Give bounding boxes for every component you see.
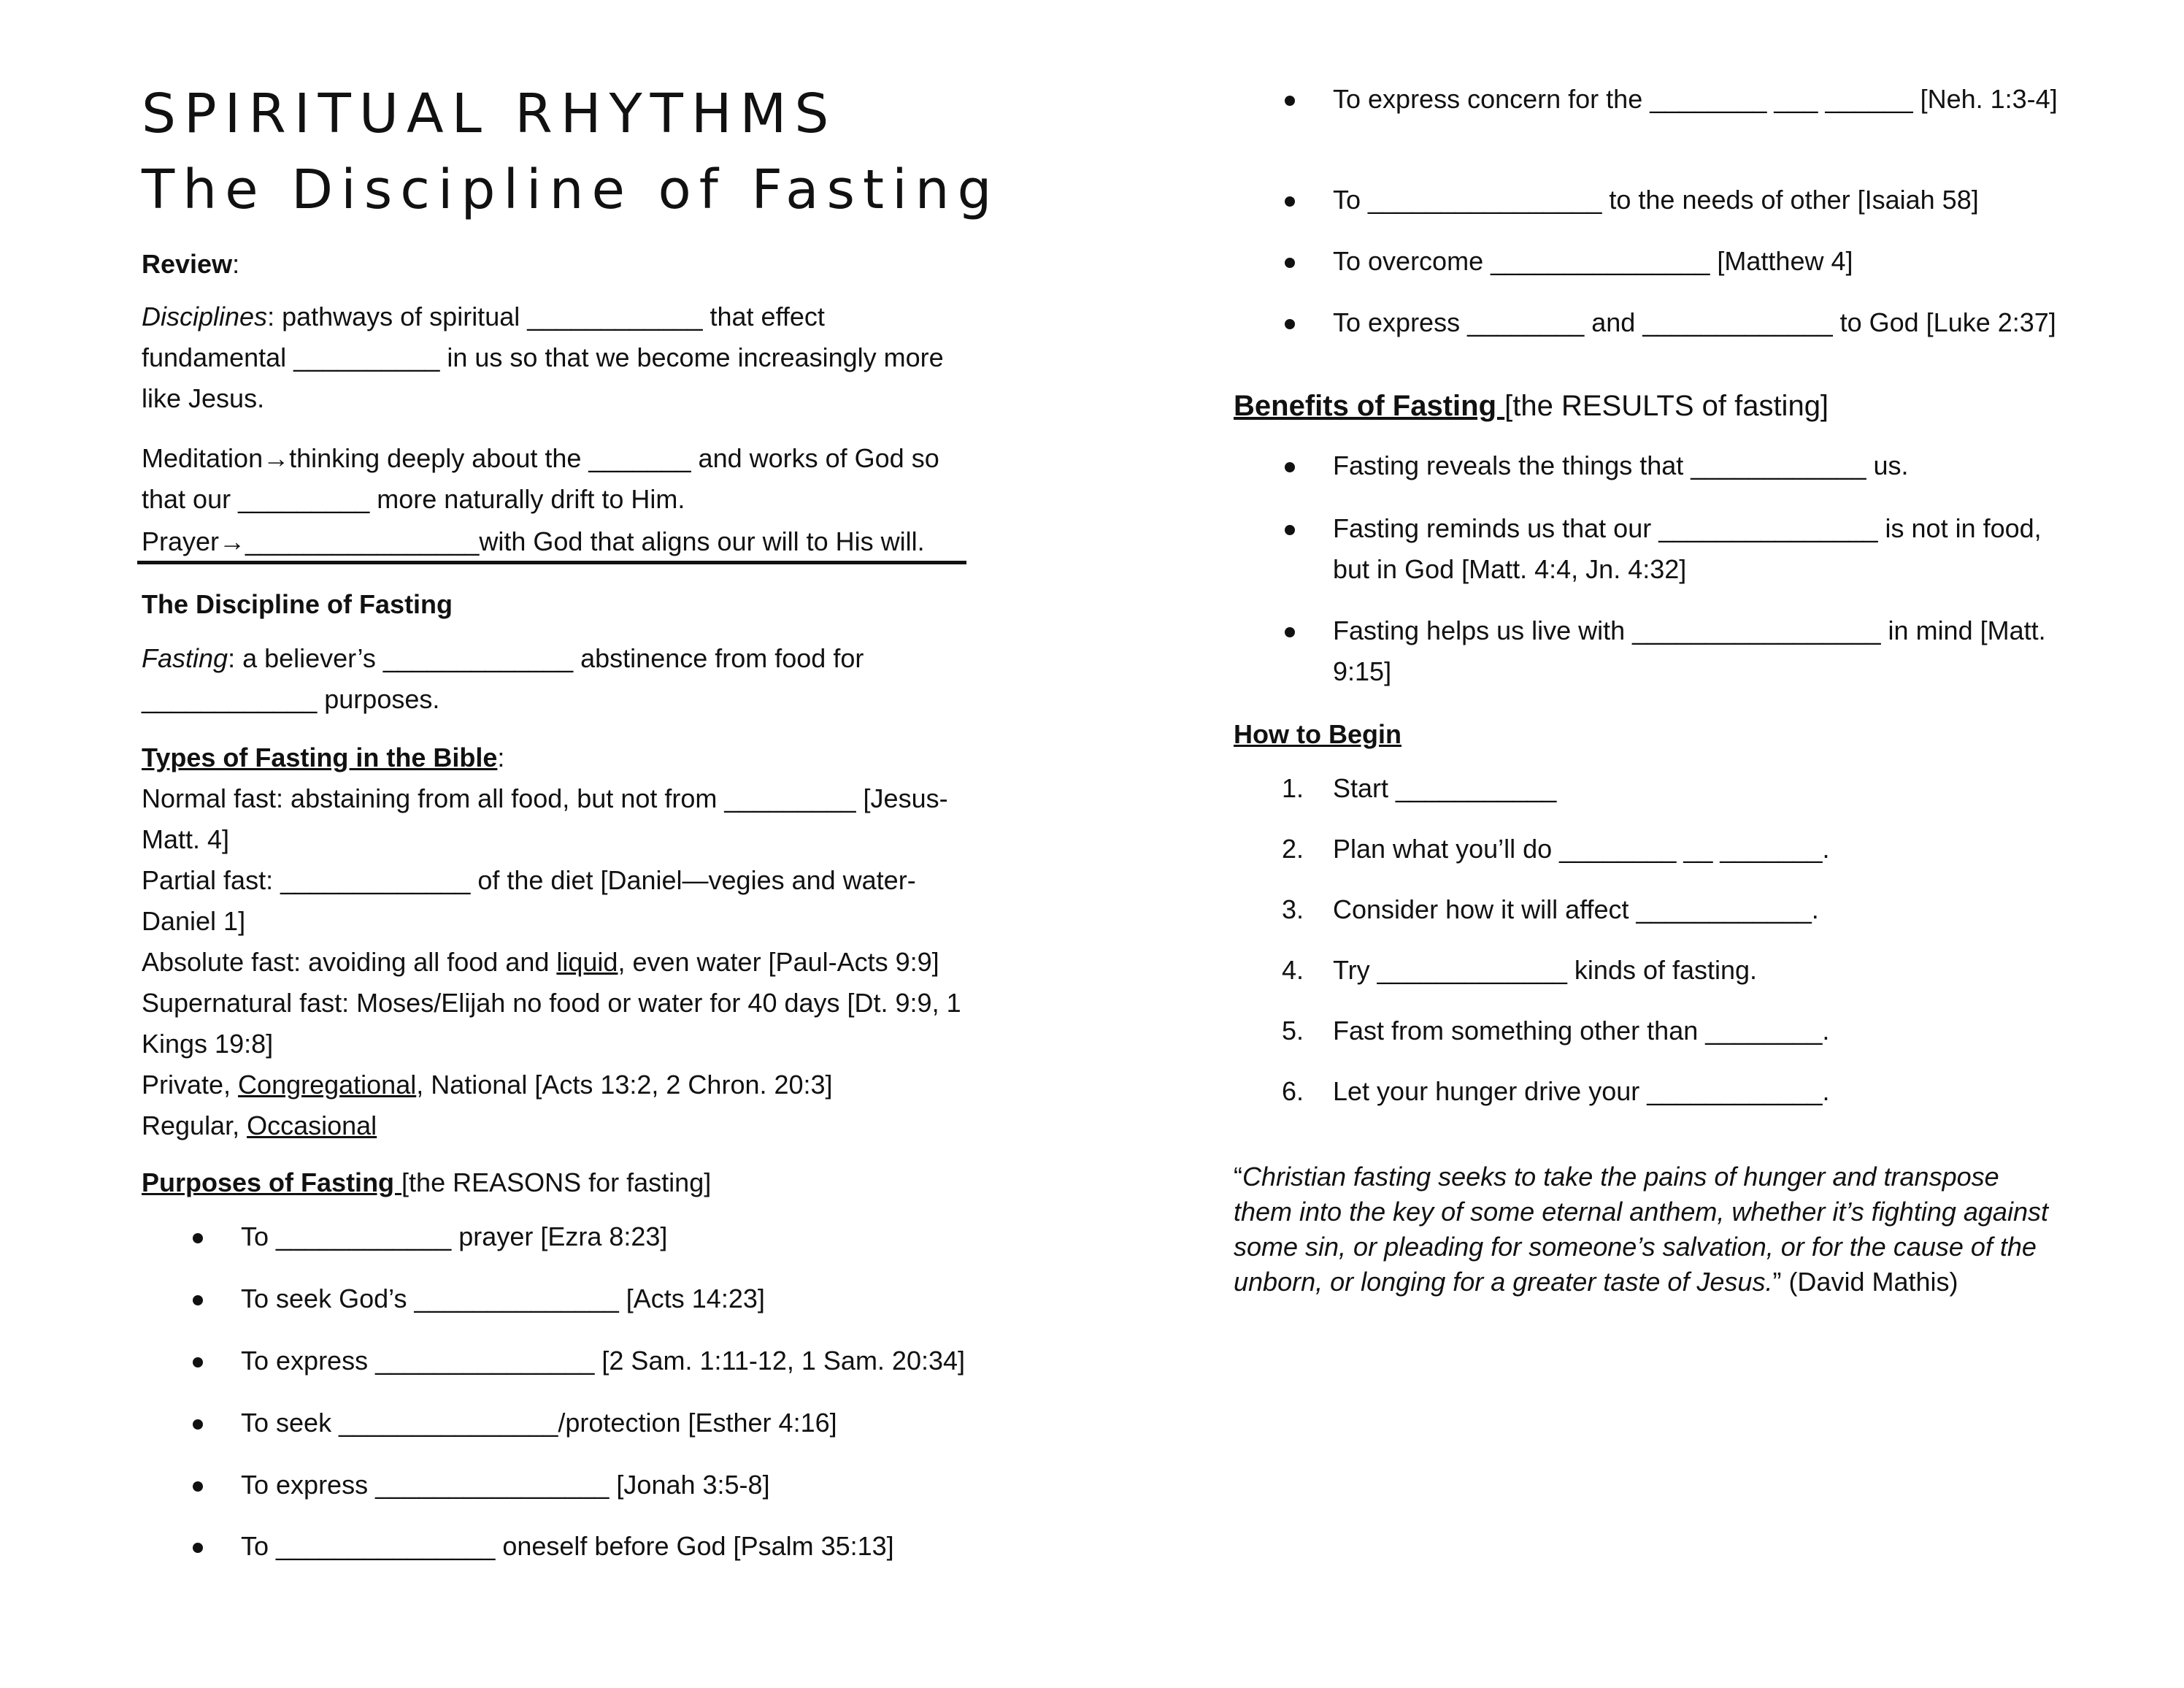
bullet-icon — [193, 1357, 203, 1367]
meditation-definition: Meditation→thinking deeply about the _______ and works of God so that our _________ more naturally drift to Him. — [142, 443, 939, 514]
disciplines-definition: Disciplines: pathways of spiritual ____________ that effect fundamental __________ in us so that we become increasingly more like Jesus. — [142, 302, 944, 413]
benefits-heading: Benefits of Fasting [the RESULTS of fasting] — [1234, 390, 1829, 422]
prayer-definition: Prayer→________________with God that aligns our will to His will. — [142, 526, 925, 556]
list-item: Fasting reminds us that our _______________ is not in food, but in God [Matt. 4:4, Jn. 4:32] — [1234, 508, 2058, 590]
bullet-icon — [1285, 462, 1295, 472]
review-heading: Review: — [142, 249, 240, 279]
list-item: To express _______________ [2 Sam. 1:11-12, 1 Sam. 20:34] — [142, 1340, 966, 1381]
list-item: To _______________ oneself before God [Psalm 35:13] — [142, 1526, 966, 1567]
bullet-icon — [1285, 96, 1295, 106]
steps-list — [1234, 768, 2058, 1132]
list-item: To ____________ prayer [Ezra 8:23] — [142, 1216, 966, 1257]
supernatural-fast: Supernatural fast: Moses/Elijah no food or water for 40 days [Dt. 9:9, 1 Kings 19:8] — [142, 988, 961, 1059]
bullet-icon — [193, 1419, 203, 1430]
list-item: 1. Start ___________ — [1282, 773, 1557, 803]
list-item: To overcome _______________ [Matthew 4] — [1234, 241, 2058, 282]
purposes-heading: Purposes of Fasting [the REASONS for fasting] — [142, 1167, 712, 1197]
fasting-definition: Fasting: a believer’s _____________ abstinence from food for ____________ purposes. — [142, 643, 864, 714]
list-item: To express ________________ [Jonah 3:5-8] — [142, 1465, 966, 1505]
list-item: To ________________ to the needs of other [Isaiah 58] — [1234, 180, 2058, 220]
types-heading: Types of Fasting in the Bible: — [142, 743, 505, 772]
private-fast: Private, Congregational, National [Acts 13:2, 2 Chron. 20:3] — [142, 1070, 833, 1100]
normal-fast: Normal fast: abstaining from all food, but not from _________ [Jesus-Matt. 4] — [142, 783, 948, 854]
list-item: Fasting reveals the things that ____________ us. — [1234, 445, 2058, 486]
fasting-heading: The Discipline of Fasting — [142, 589, 453, 619]
page-title-series: SPIRITUAL RHYTHMS — [142, 83, 837, 145]
bullet-icon — [193, 1481, 203, 1492]
bullet-icon — [1285, 258, 1295, 268]
bullet-icon — [1285, 196, 1295, 207]
bullet-icon — [193, 1295, 203, 1305]
section-divider — [137, 561, 966, 564]
list-item: 5. Fast from something other than ________. — [1282, 1016, 1830, 1046]
page-title: The Discipline of Fasting — [142, 158, 1000, 221]
bullet-icon — [193, 1543, 203, 1553]
list-item: To seek God’s ______________ [Acts 14:23] — [142, 1278, 966, 1319]
how-to-begin-heading: How to Begin — [1234, 719, 1401, 749]
list-item: 3. Consider how it will affect ____________. — [1282, 894, 1819, 924]
list-item: 2. Plan what you’ll do ________ __ _______. — [1282, 834, 1830, 864]
regular-fast: Regular, Occasional — [142, 1110, 377, 1140]
list-item: 6. Let your hunger drive your ____________. — [1282, 1076, 1830, 1106]
list-item: 4. Try _____________ kinds of fasting. — [1282, 955, 1758, 985]
list-item: To express ________ and _____________ to God [Luke 2:37] — [1234, 302, 2058, 343]
bullet-icon — [1285, 525, 1295, 535]
partial-fast: Partial fast: _____________ of the diet [Daniel—vegies and water-Daniel 1] — [142, 865, 916, 936]
closing-quote: “Christian fasting seeks to take the pains of hunger and transpose them into the key of some eternal anthem, whether it’s fighting against some sin, or pleading for someone’s salvation, or for the cause of the unborn, or longing for a greater taste of Jesus.” (David Mathis) — [1234, 1162, 2048, 1297]
list-item: To express concern for the ________ ___ ______ [Neh. 1:3-4] — [1234, 79, 2058, 120]
list-item: To seek _______________/protection [Esther 4:16] — [142, 1403, 966, 1443]
bullet-icon — [1285, 319, 1295, 329]
bullet-icon — [1285, 627, 1295, 637]
bullet-icon — [193, 1233, 203, 1243]
list-item: Fasting helps us live with _________________ in mind [Matt. 9:15] — [1234, 610, 2058, 692]
absolute-fast: Absolute fast: avoiding all food and liquid, even water [Paul-Acts 9:9] — [142, 947, 939, 977]
